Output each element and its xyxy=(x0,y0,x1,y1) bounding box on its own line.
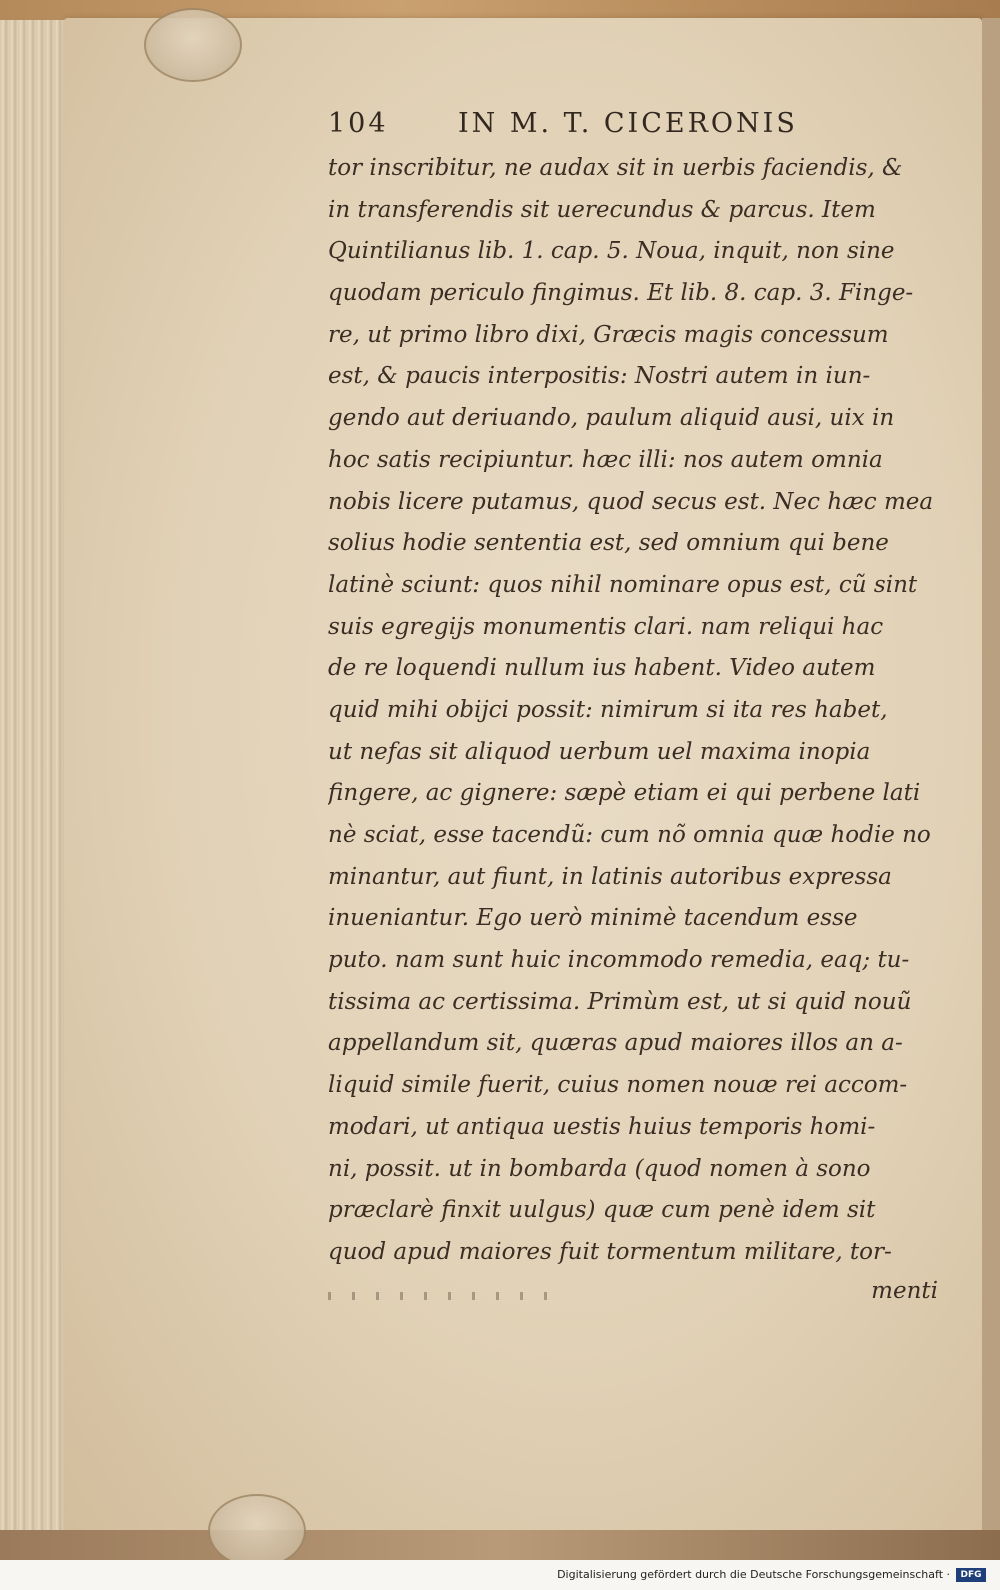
text-line: solius hodie sententia est, sed omnium qui bene xyxy=(328,530,889,557)
text-line: quid mihi obijci possit: nimirum si ita res habet, xyxy=(328,696,888,723)
text-line: minantur, aut fiunt, in latinis autoribus expressa xyxy=(328,863,892,890)
clasp-tab-bottom xyxy=(208,1494,306,1560)
text-line: tor inscribitur, ne audax sit in uerbis faciendis, & xyxy=(328,155,903,181)
digitization-footer xyxy=(0,1560,1000,1590)
page-number: 104 xyxy=(328,108,389,139)
text-line: gendo aut deriuando, paulum aliquid ausi, uix in xyxy=(328,405,895,432)
ink-smudge xyxy=(328,1292,548,1300)
page-text xyxy=(328,108,948,1314)
text-line: modari, ut antiqua uestis huius temporis homi- xyxy=(328,1113,876,1140)
text-line: quodam periculo fingimus. Et lib. 8. cap. 3. Finge- xyxy=(328,280,914,307)
text-line: Quintilianus lib. 1. cap. 5. Noua, inquit, non sine xyxy=(328,238,895,265)
text-line: re, ut primo libro dixi, Græcis magis concessum xyxy=(328,321,889,348)
text-line: nobis licere putamus, quod secus est. Nec hæc mea xyxy=(328,488,934,515)
book-bottom-edge xyxy=(0,1530,1000,1560)
text-line: inueniantur. Ego uerò minimè tacendum esse xyxy=(328,905,858,932)
text-line: nè sciat, esse tacendũ: cum nõ omnia quæ hodie no xyxy=(328,822,931,848)
catchword: menti xyxy=(871,1277,938,1304)
text-line: quod apud maiores fuit tormentum militare, tor- xyxy=(328,1238,892,1265)
text-line: tissima ac certissima. Primùm est, ut si quid nouũ xyxy=(328,988,912,1015)
text-line: hoc satis recipiuntur. hæc illi: nos autem omnia xyxy=(328,446,883,473)
text-line: præclarè finxit uulgus) quæ cum penè idem sit xyxy=(328,1197,876,1224)
text-line: de re loquendi nullum ius habent. Video autem xyxy=(328,655,876,682)
text-line: latinè sciunt: quos nihil nominare opus est, cũ sint xyxy=(328,571,918,598)
catchword-row xyxy=(328,1278,948,1314)
funding-credit: Digitalisierung gefördert durch die Deutsche Forschungsgemeinschaft · xyxy=(557,1568,950,1581)
text-line: puto. nam sunt huic incommodo remedia, eaq; tu- xyxy=(328,947,910,974)
text-line: liquid simile fuerit, cuius nomen nouæ rei accom- xyxy=(328,1072,908,1099)
clasp-tab-top xyxy=(144,8,242,82)
page-header xyxy=(328,108,948,140)
text-line: ut nefas sit aliquod uerbum uel maxima inopia xyxy=(328,738,871,765)
running-head: IN M. T. CICERONIS xyxy=(458,108,798,139)
text-line: est, & paucis interpositis: Nostri autem in iun- xyxy=(328,363,871,390)
gutter xyxy=(982,18,1000,1533)
text-line: in transferendis sit uerecundus & parcus. Item xyxy=(328,196,876,223)
dfg-logo: DFG xyxy=(956,1568,986,1582)
text-line: appellandum sit, quæras apud maiores illos an a- xyxy=(328,1030,903,1057)
text-line: fingere, ac gignere: sæpè etiam ei qui perbene lati xyxy=(328,780,921,807)
text-lines xyxy=(328,148,948,1274)
text-line: ni, possit. ut in bombarda (quod nomen à sono xyxy=(328,1155,871,1182)
text-line: suis egregijs monumentis clari. nam reliqui hac xyxy=(328,613,884,640)
